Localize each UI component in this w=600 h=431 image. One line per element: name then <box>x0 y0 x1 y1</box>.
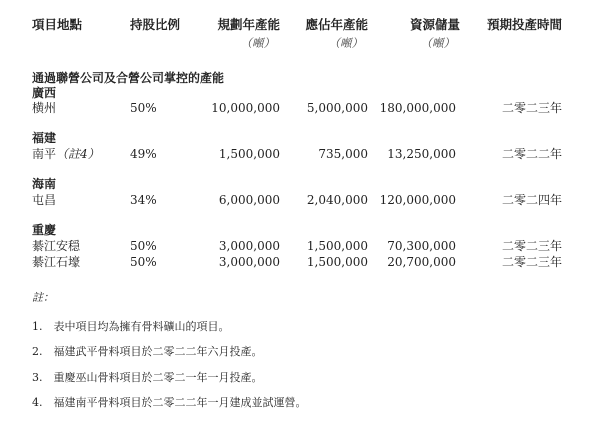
row-reserves: 180,000,000 <box>379 101 456 115</box>
note-item: 3. 重慶巫山骨料項目於二零二一年一月投產。 <box>32 371 263 384</box>
row-location <box>32 147 100 161</box>
header-estimated-unit: （噸） <box>328 36 363 50</box>
header-production-time: 預期投產時間 <box>486 17 562 32</box>
row-estimated: 1,500,000 <box>306 239 368 253</box>
header-location: 項目地點 <box>32 17 83 32</box>
row-location: 横州 <box>32 101 57 115</box>
notes-title: 註： <box>32 291 54 304</box>
region-heading: 廣西 <box>32 86 57 100</box>
row-time: 二零二三年 <box>501 101 562 115</box>
row-location-name: 南平 <box>32 147 57 161</box>
row-estimated: 735,000 <box>318 147 368 161</box>
row-stake: 50% <box>130 239 157 253</box>
row-location: 綦江石壕 <box>32 255 81 269</box>
row-location: 屯昌 <box>32 193 57 207</box>
header-planned-unit: （噸） <box>240 36 275 50</box>
header-reserves-unit: （噸） <box>420 36 455 50</box>
row-time: 二零二三年 <box>501 255 562 269</box>
row-estimated: 1,500,000 <box>306 255 368 269</box>
row-estimated: 5,000,000 <box>306 101 368 115</box>
row-planned: 3,000,000 <box>218 239 280 253</box>
row-reserves: 70,300,000 <box>387 239 456 253</box>
row-stake: 50% <box>130 101 157 115</box>
note-item: 4. 福建南平骨料項目於二零二二年一月建成並試運營。 <box>32 396 307 409</box>
region-heading: 福建 <box>32 131 57 145</box>
header-stake: 持股比例 <box>130 17 181 32</box>
row-planned: 6,000,000 <box>218 193 280 207</box>
row-time: 二零二四年 <box>501 193 562 207</box>
region-heading: 海南 <box>32 177 57 191</box>
row-planned: 3,000,000 <box>218 255 280 269</box>
header-estimated-capacity: 應佔年產能 <box>305 17 368 32</box>
row-reserves: 20,700,000 <box>387 255 456 269</box>
note-item: 1. 表中項目均為擁有骨料礦山的項目。 <box>32 320 230 333</box>
row-location: 綦江安穏 <box>32 239 81 253</box>
row-time: 二零二三年 <box>501 239 562 253</box>
row-stake: 50% <box>130 255 157 269</box>
row-time: 二零二二年 <box>501 147 562 161</box>
row-stake: 49% <box>130 147 157 161</box>
region-heading: 重慶 <box>32 223 57 237</box>
row-note-ref: （註4） <box>56 147 100 161</box>
row-reserves: 120,000,000 <box>379 193 456 207</box>
row-estimated: 2,040,000 <box>306 193 368 207</box>
header-reserves: 資源儲量 <box>409 17 460 32</box>
header-planned-capacity: 規劃年產能 <box>217 17 280 32</box>
row-planned: 10,000,000 <box>211 101 280 115</box>
row-reserves: 13,250,000 <box>387 147 456 161</box>
row-planned: 1,500,000 <box>218 147 280 161</box>
note-item: 2. 福建武平骨料項目於二零二二年六月投產。 <box>32 345 263 358</box>
section-title: 通過聯營公司及合營公司掌控的產能 <box>32 71 225 85</box>
row-stake: 34% <box>130 193 157 207</box>
